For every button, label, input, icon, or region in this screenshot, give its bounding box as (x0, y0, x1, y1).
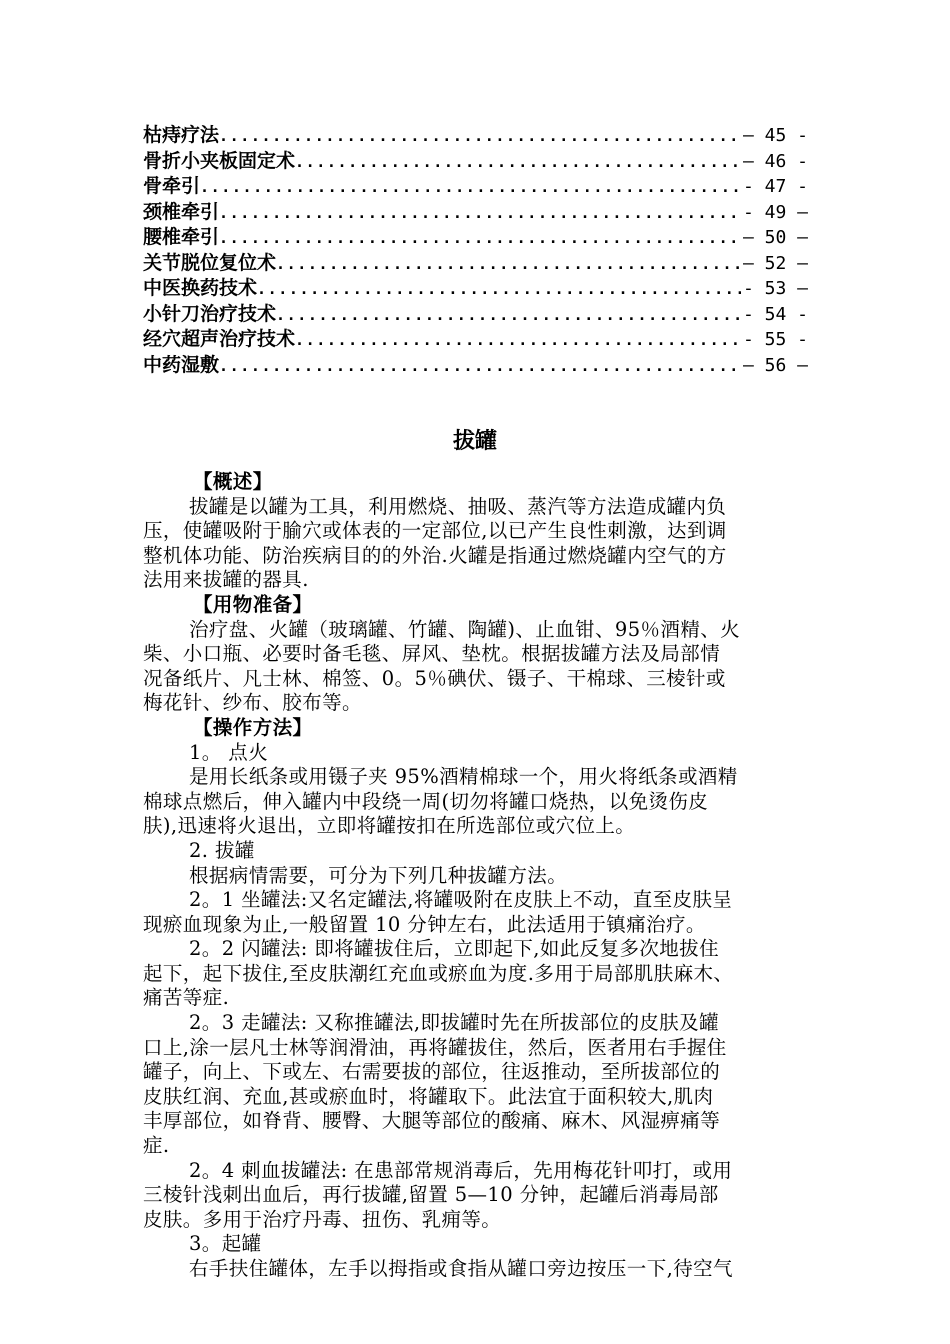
body-text-line: 肤),迅速将火退出，立即将罐按扣在所选部位或穴位上。 (143, 814, 636, 838)
body-text-line: 2。2 闪罐法: 即将罐拔住后，立即起下,如此反复多次地拔住 (189, 937, 719, 961)
body-text-line: 2。3 走罐法: 又称推罐法,即拔罐时先在所拔部位的皮肤及罐 (189, 1011, 719, 1035)
body-text-line: 1。 点火 (189, 740, 269, 764)
toc-entry-page: — 46 - (742, 150, 808, 172)
toc-leader-dots (295, 328, 741, 354)
section-title: 拔罐 (452, 429, 497, 454)
subsection-heading: 【概述】 (193, 470, 273, 493)
toc-entry[interactable] (143, 174, 808, 200)
toc-entry-page: - 53 — (742, 278, 808, 299)
toc-entry-page: - 47 - (742, 176, 808, 197)
body-text-line: 现瘀血现象为止,一般留置 10 分钟左右，此法适用于镇痛治疗。 (143, 912, 706, 936)
body-text-line: 2。4 刺血拔罐法: 在患部常规消毒后，先用梅花针叩打，或用 (189, 1158, 733, 1182)
toc-entry[interactable] (143, 353, 808, 379)
body-text-line: 三棱针浅刺出血后，再行拔罐,留置 5—10 分钟，起罐后消毒局部 (143, 1183, 719, 1207)
body-text-line: 治疗盘、火罐（玻璃罐、竹罐、陶罐)、止血钳、95％酒精、火 (189, 617, 741, 641)
body-text-line: 罐子，向上、下或左、右需要拔的部位，往返推动，至所拔部位的 (143, 1060, 721, 1084)
toc-leader-dots (219, 226, 741, 252)
body-text-line: 棉球点燃后，伸入罐内中段绕一周(切勿将罐口烧热，以免烫伤皮 (143, 789, 709, 813)
toc-leader-dots (257, 277, 741, 303)
body-text-line: 起下，起下拔住,至皮肤潮红充血或瘀血为度.多用于局部肌肤麻木、 (143, 961, 734, 985)
body-text-line: 症. (143, 1134, 170, 1158)
toc-entry-label: 骨牵引 (143, 175, 201, 197)
toc-entry-page: - 54 - (742, 303, 808, 325)
toc-leader-dots (276, 303, 741, 329)
toc-entry[interactable] (143, 302, 808, 328)
subsection-heading: 【用物准备】 (193, 592, 313, 616)
body-text-line: 法用来拔罐的器具. (143, 568, 309, 592)
toc-entry-page: — 50 — (742, 227, 808, 248)
body-text-line: 拔罐是以罐为工具，利用燃烧、抽吸、蒸汽等方法造成罐内负 (189, 494, 727, 518)
toc-leader-dots (219, 354, 741, 380)
subsection-heading: 【操作方法】 (193, 715, 313, 739)
toc-entry-label: 经穴超声治疗技术 (143, 328, 296, 350)
body-text-line: 柴、小口瓶、必要时备毛毯、屏风、垫枕。根据拔罐方法及局部情 (143, 642, 721, 666)
table-of-contents (143, 123, 808, 378)
toc-leader-dots (219, 124, 741, 150)
body-text-line: 痛苦等症. (143, 986, 230, 1010)
body-text-line: 2. 拔罐 (189, 838, 255, 862)
body-text-line: 3。起罐 (189, 1232, 262, 1256)
toc-entry-page: - 49 — (742, 201, 808, 223)
toc-entry-page: — 45 - (742, 125, 808, 146)
body-text-line: 2。1 坐罐法:又名定罐法,将罐吸附在皮肤上不动，直至皮肤呈 (189, 888, 733, 912)
toc-leader-dots (200, 175, 741, 201)
body-text-line: 口上,涂一层凡士林等润滑油，再将罐拔住，然后，医者用右手握住 (143, 1035, 727, 1059)
toc-leader-dots (219, 201, 741, 227)
toc-entry-label: 颈椎牵引 (143, 200, 220, 223)
toc-entry-page: — 52 — (742, 252, 808, 274)
toc-entry-label: 中药湿敷 (143, 353, 220, 376)
toc-entry-label: 腰椎牵引 (143, 226, 220, 248)
body-text-line: 皮肤红润、充血,甚或瘀血时，将罐取下。此法宜于面积较大,肌肉 (143, 1084, 714, 1108)
toc-entry[interactable] (143, 225, 808, 251)
body-text-line: 右手扶住罐体，左手以拇指或食指从罐口旁边按压一下,待空气 (189, 1257, 733, 1280)
toc-entry[interactable] (143, 123, 808, 149)
body-text-line: 况备纸片、凡士林、棉签、0。5％碘伏、镊子、干棉球、三棱针或 (143, 666, 726, 690)
toc-leader-dots (276, 252, 741, 278)
toc-entry[interactable] (143, 200, 808, 226)
toc-entry-label: 小针刀治疗技术 (143, 302, 277, 325)
toc-entry-label: 中医换药技术 (143, 277, 258, 299)
body-text-line: 皮肤。多用于治疗丹毒、扭伤、乳痈等。 (143, 1207, 502, 1231)
body-text-line: 根据病情需要，可分为下列几种拔罐方法。 (189, 863, 568, 887)
toc-leader-dots (295, 150, 741, 176)
toc-entry[interactable] (143, 251, 808, 277)
toc-entry[interactable] (143, 149, 808, 175)
toc-entry-label: 骨折小夹板固定术 (143, 149, 296, 172)
section-body (143, 470, 815, 1282)
toc-entry-label: 枯痔疗法 (143, 124, 220, 146)
body-text-line: 压，使罐吸附于腧穴或体表的一定部位,以已产生良性刺激，达到调 (143, 519, 727, 543)
toc-entry-page: - 55 - (742, 329, 808, 350)
body-text-line: 是用长纸条或用镊子夹 95%酒精棉球一个，用火将纸条或酒精 (189, 765, 738, 789)
body-text-line: 整机体功能、防治疾病目的的外治.火罐是指通过燃烧罐内空气的方 (143, 543, 727, 567)
toc-entry-label: 关节脱位复位术 (143, 251, 277, 274)
toc-entry[interactable] (143, 327, 808, 353)
toc-entry-page: — 56 — (742, 354, 808, 376)
toc-entry[interactable] (143, 276, 808, 302)
body-text-line: 丰厚部位，如脊背、腰臀、大腿等部位的酸痛、麻木、风湿痹痛等 (143, 1109, 721, 1133)
body-text-line: 梅花针、纱布、胶布等。 (143, 691, 362, 715)
